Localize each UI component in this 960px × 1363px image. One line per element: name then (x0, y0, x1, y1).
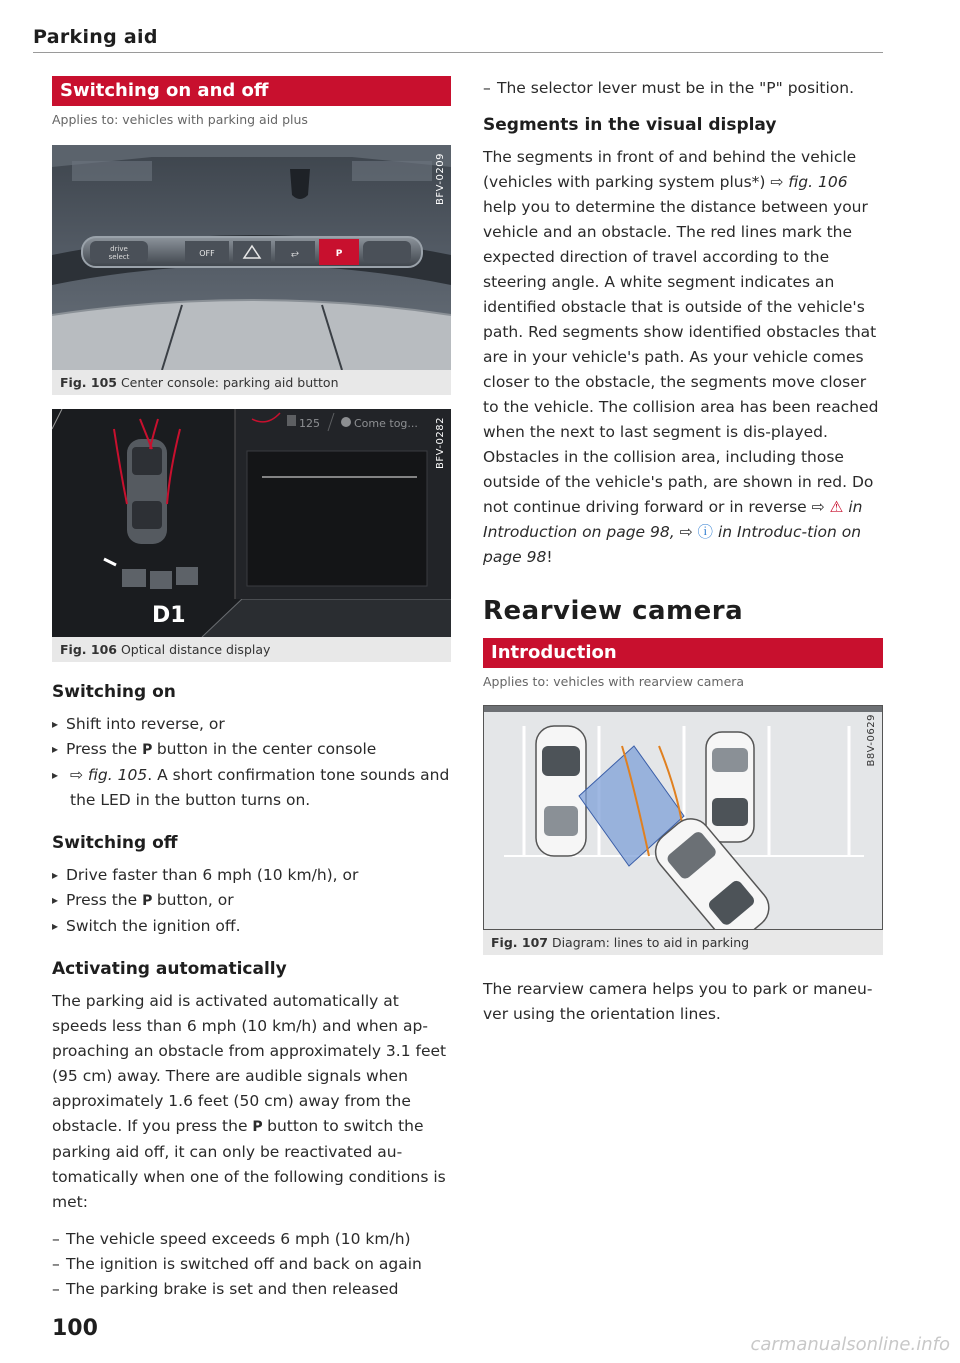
segments-paragraph: The segments in front of and behind the vehicle (vehicles with parking system plus*) ⇨ fig. 106 help you to determine the distance between your vehicle and an obstacle. The red lines mark the expected direction of travel according to the steering angle. A white segment indicates an identified obstacle that is outside of the vehicle's path. Red segments show identified obstacles that are in your vehicle's path. As your vehicle comes closer to the obstacle, the segments move closer to the vehicle. The collision area has been reached when the next to last segment is dis-played. Obstacles in the collision area, including those outside of the vehicle's path, are shown in red. Do not continue driving forward or in reverse ⇨ ⚠ in Introduction on page 98, ⇨ ⓘ in Introduc-tion on page 98! (483, 148, 879, 566)
page-header-title: Parking aid (33, 26, 158, 48)
figure-107 (483, 705, 883, 955)
parking-lines-diagram (483, 705, 883, 930)
svg-text:⥂: ⥂ (291, 248, 299, 259)
list-item: ▸ Switch the ignition off. (52, 914, 451, 939)
activating-paragraph: The parking aid is activated automatically at speeds less than 6 mph (10 km/h) and when ap-proaching an obstacle from approximately 3.1 feet (95 cm) away. There are audible signals when approximately 1.6 feet (50 cm) away from the obstacle. If you press the P button to switch the parking aid off, it can only be reactivated au-tomatically when one of the following conditions is met: (52, 992, 447, 1211)
figure-106 (52, 409, 451, 662)
figure-number: Fig. 105 (60, 375, 117, 390)
figure-code: B8V-0629 (866, 714, 877, 767)
figure-caption (52, 370, 451, 395)
parking-aid-button-icon: P (252, 1119, 263, 1135)
cross-reference-link[interactable]: in Introduction on page 98, (483, 498, 863, 541)
switching-on-list (52, 712, 451, 813)
conditions-list (52, 1227, 451, 1302)
left-column (52, 76, 451, 1302)
figure-reference-link[interactable]: fig. 106 (788, 173, 848, 191)
parking-aid-button-icon: P (142, 893, 152, 909)
distance-display-illustration (52, 409, 451, 637)
list-item: ▸ Drive faster than 6 mph (10 km/h), or (52, 863, 451, 888)
warning-icon: ⚠ (829, 498, 844, 516)
figure-number: Fig. 106 (60, 642, 117, 657)
section-title-introduction: Introduction (483, 638, 883, 668)
radio-preset: 125 (299, 417, 320, 430)
list-item: ▸ Shift into reverse, or (52, 712, 451, 737)
distance-display-image (52, 409, 451, 637)
heading-segments: Segments in the visual display (483, 115, 777, 135)
selector-list (483, 76, 883, 101)
figure-caption-text: Diagram: lines to aid in parking (551, 935, 750, 950)
figure-caption (483, 930, 883, 955)
list-item: – The selector lever must be in the "P" position. (483, 76, 883, 101)
list-item: – The ignition is switched off and back on again (52, 1252, 451, 1277)
page-number: 100 (52, 1316, 98, 1341)
media-track: Come tog... (354, 417, 418, 430)
figure-caption-text: Optical distance display (120, 642, 271, 657)
center-console-image (52, 145, 451, 370)
list-item-continuation: ▸ ⇨ fig. 105. A short confirmation tone sounds and the LED in the button turns on. (52, 763, 451, 813)
figure-caption-text: Center console: parking aid button (120, 375, 339, 390)
heading-switching-off: Switching off (52, 833, 178, 853)
svg-text:drive: drive (110, 245, 128, 253)
gear-indicator: D1 (152, 603, 186, 628)
figure-code: BFV-0209 (435, 153, 446, 205)
rearview-intro-paragraph: The rearview camera helps you to park or maneu-ver using the orientation lines. (483, 980, 873, 1023)
section-title-switching: Switching on and off (52, 76, 451, 106)
svg-text:select: select (108, 253, 130, 261)
svg-text:P: P (335, 249, 343, 259)
applies-to-note: Applies to: vehicles with parking aid plus (52, 112, 308, 127)
list-item: – The parking brake is set and then released (52, 1277, 451, 1302)
header-divider (33, 52, 883, 53)
applies-to-note: Applies to: vehicles with rearview camera (483, 674, 745, 689)
console-illustration (52, 145, 451, 370)
figure-code: BFV-0282 (435, 417, 446, 469)
heading-switching-on: Switching on (52, 682, 176, 702)
note-icon: ⓘ (697, 523, 714, 541)
figure-number: Fig. 107 (491, 935, 548, 950)
heading-activating: Activating automatically (52, 959, 287, 979)
switching-off-list (52, 863, 451, 939)
right-column (483, 76, 883, 1027)
figure-caption (52, 637, 451, 662)
parking-diagram-illustration (484, 706, 882, 929)
svg-text:OFF: OFF (199, 249, 215, 258)
parking-aid-button-icon: P (142, 742, 152, 758)
watermark-text: carmanualsonline.info (750, 1334, 950, 1355)
heading-rearview-camera: Rearview camera (483, 596, 744, 626)
list-item: – The vehicle speed exceeds 6 mph (10 km/h) (52, 1227, 451, 1252)
list-item: ▸ Press the P button in the center console (52, 737, 451, 763)
figure-105 (52, 145, 451, 395)
list-item: ▸ Press the P button, or (52, 888, 451, 914)
cross-reference-link[interactable]: in Introduc-tion on page 98 (483, 523, 862, 566)
